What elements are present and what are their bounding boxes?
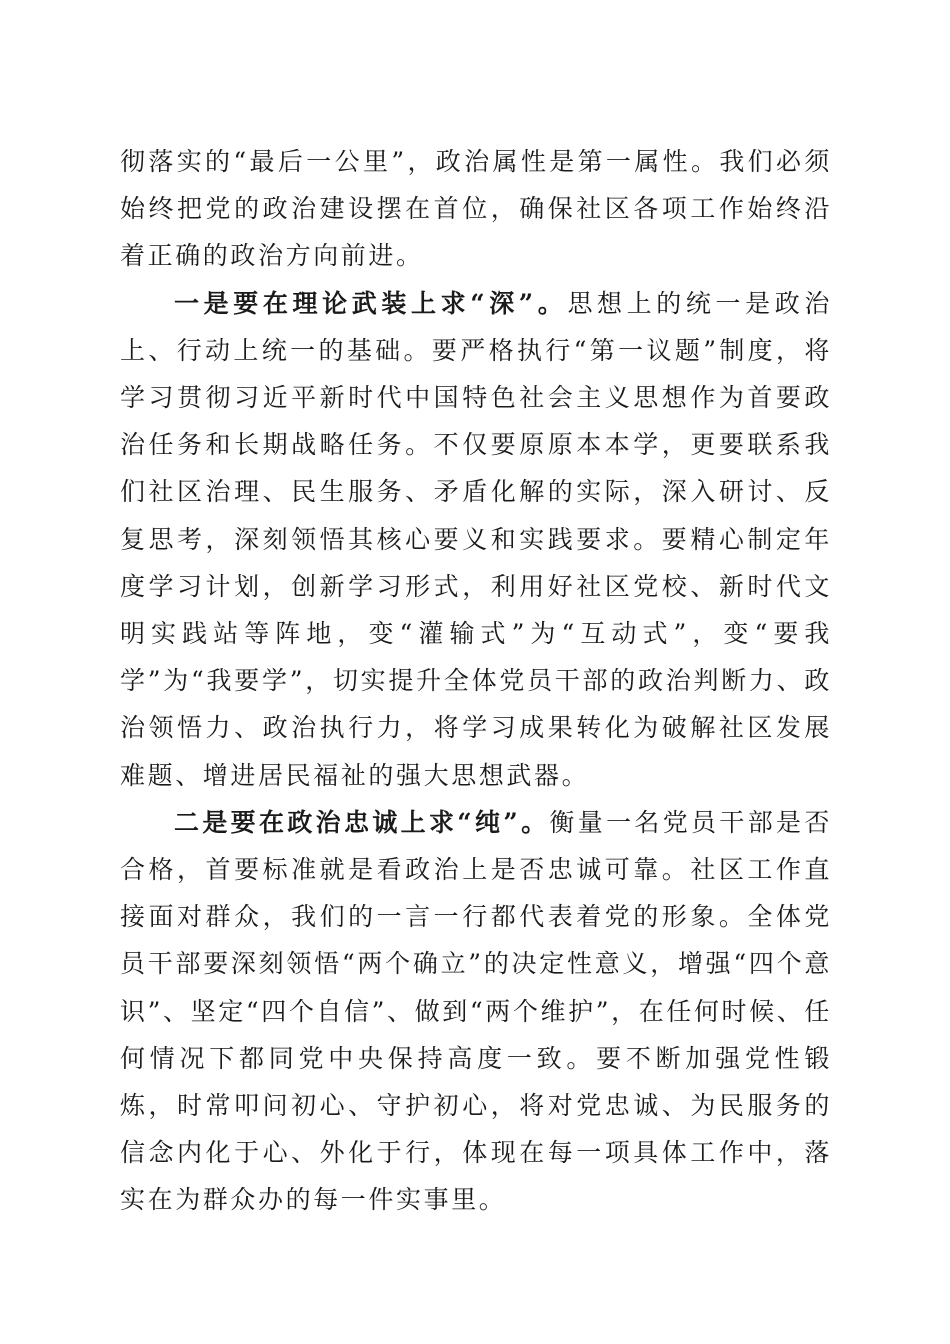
paragraph-lead-heading: 一是要在理论武装上求“深”。 [174, 288, 568, 318]
paragraph-continuation [120, 138, 832, 280]
paragraph-text: 彻落实的“最后一公里”，政治属性是第一属性。我们必须始终把党的政治建设摆在首位，确保社区各项工作始终沿着正确的政治方向前进。 [120, 147, 832, 271]
paragraph-loyalty [120, 799, 832, 1224]
paragraph-lead-heading: 二是要在政治忠诚上求“纯”。 [174, 807, 550, 837]
paragraph-text: 思想上的统一是政治上、行动上统一的基础。要严格执行“第一议题”制度，将学习贯彻习近平新时代中国特色社会主义思想作为首要政治任务和长期战略任务。不仅要原原本本学，更要联系我们社区治理、民生服务、矛盾化解的实际，深入研讨、反复思考，深刻领悟其核心要义和实践要求。要精心制定年度学习计划，创新学习形式，利用好社区党校、新时代文明实践站等阵地，变“灌输式”为“互动式”，变“要我学”为“我要学”，切实提升全体党员干部的政治判断力、政治领悟力、政治执行力，将学习成果转化为破解社区发展难题、增进居民福祉的强大思想武器。 [120, 288, 832, 790]
paragraph-text: 衡量一名党员干部是否合格，首要标准就是看政治上是否忠诚可靠。社区工作直接面对群众，我们的一言一行都代表着党的形象。全体党员干部要深刻领悟“两个确立”的决定性意义，增强“四个意识”、坚定“四个自信”、做到“两个维护”，在任何时候、任何情况下都同党中央保持高度一致。要不断加强党性锻炼，时常叩问初心、守护初心，将对党忠诚、为民服务的信念内化于心、外化于行，体现在每一项具体工作中，落实在为群众办的每一件实事里。 [120, 807, 832, 1215]
paragraph-theory [120, 280, 832, 799]
document-body [120, 138, 832, 1224]
